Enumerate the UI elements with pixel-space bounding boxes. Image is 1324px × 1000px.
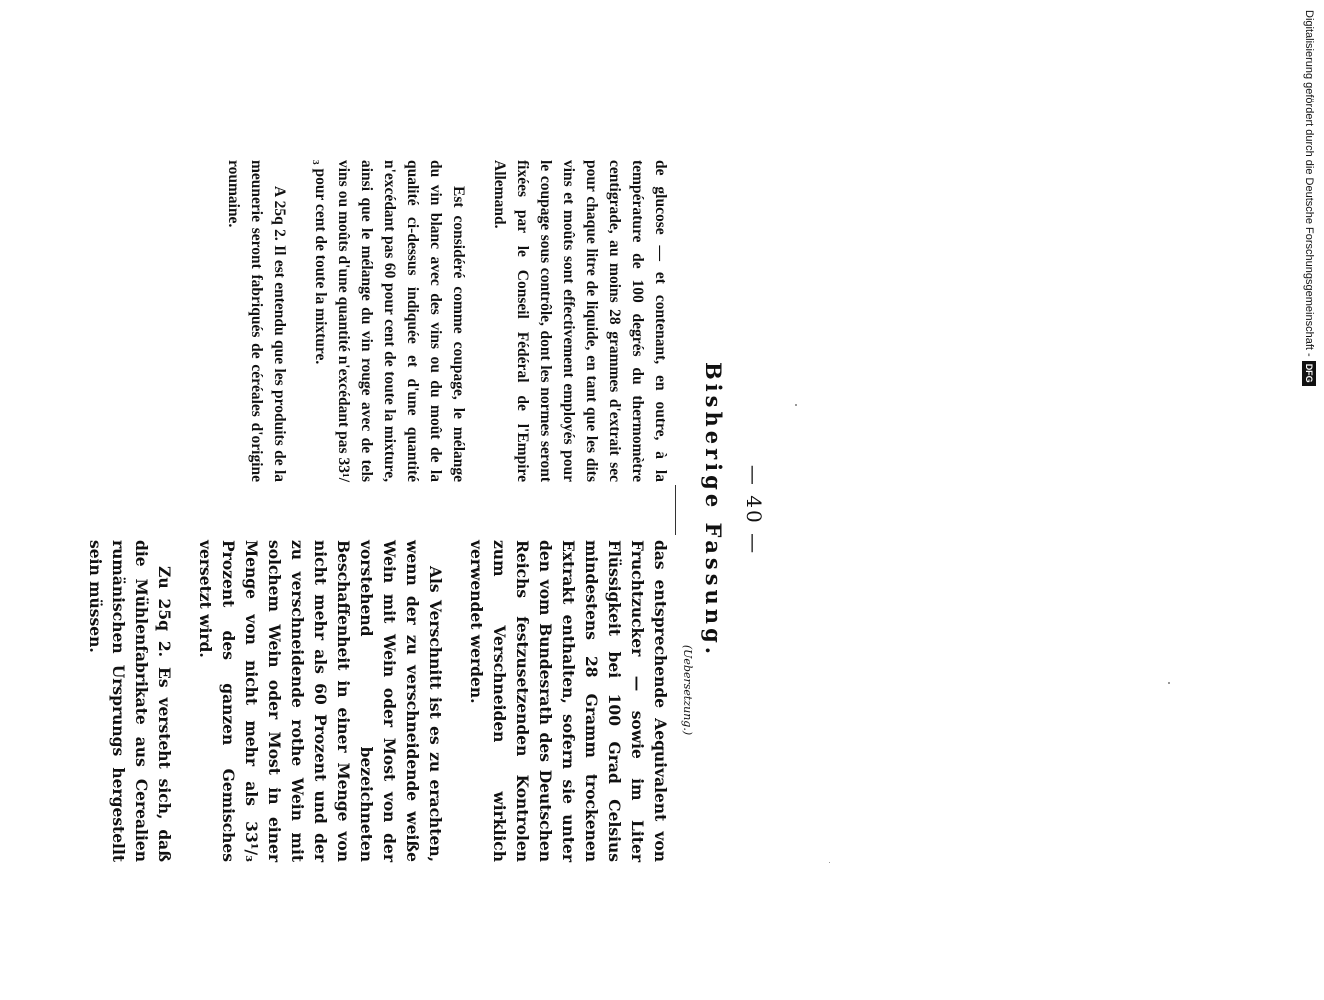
german-final-text: Es versteht sich, daß die Mühlenfabrikate aus Cerealien rumänischen Ursprungs hergestellt sein müssen. xyxy=(86,540,174,862)
french-article-ref: A 25q 2. xyxy=(271,186,288,241)
translation-note: (Uebersetzung.) xyxy=(681,644,694,736)
rotated-page-content xyxy=(86,160,770,862)
page-number: — 40 — xyxy=(742,464,766,556)
scan-speck xyxy=(795,404,797,406)
german-final-paragraph xyxy=(84,540,176,862)
german-column xyxy=(66,540,672,862)
german-paragraph: das entsprechende Aequivalent von Fruchtzucker — sowie im Liter Flüssigkeit bei 100 Grad Celsius mindestens 28 Gramm trockenen Extrakt enthalten, sofern sie unter den vom Bundesrath des Deutschen Reichs festzusetzenden Kontrolen zum Verschneiden wirklich verwendet werden. xyxy=(467,540,670,862)
french-column xyxy=(204,160,672,482)
german-paragraph: Als Verschnitt ist es zu erachten, wenn der zu verschneidende weiße Wein mit Wein oder Most von der vorstehend bezeichneten Beschaffenheit in einer Menge von nicht mehr als 60 Prozent und der zu verschneidende rothe Wein mit solchem Wein oder Most in einer Menge von nicht mehr als 33¹/₃ Prozent des ganzen Gemisches versetzt wird. xyxy=(196,540,445,862)
german-article-ref: Zu 25q 2. xyxy=(155,566,174,658)
french-paragraph: Est considéré comme coupage, le mélange du vin blanc avec des vins ou du moût de la qualité ci-dessus indiquée et d'une quantité n'excédant pas 60 pour cent de toute la mixture, ainsi que le mélange du vin rouge avec de tels vins ou moûts d'une quantité n'excédant pas 33¹/₃ pour cent de toute la mixture. xyxy=(312,160,467,482)
page-heading: Bisherige Fassung. xyxy=(701,361,726,659)
heading-rule xyxy=(675,485,676,535)
french-final-text: Il est entendu que les produits de la meunerie seront fabriqués de céréales d'origine roumaine. xyxy=(225,160,288,482)
digitization-credit xyxy=(1300,10,1318,390)
credit-text: Digitalisierung gefördert durch die Deutsche Forschungsgemeinschaft - xyxy=(1303,10,1315,357)
scan-speck xyxy=(829,862,830,863)
french-final-paragraph xyxy=(222,160,291,482)
scan-speck xyxy=(1168,682,1170,684)
dfg-logo: DFG xyxy=(1302,361,1316,386)
french-paragraph: de glucose — et contenant, en outre, à la température de 100 degrés du thermomètre centigrade, au moins 28 grammes d'extrait sec pour chaque litre de liquide, en tant que les dits vins et moûts sont effectivement employés pour le coupage sous contrôle, dont les normes seront fixées par le Conseil Fédéral de l'Empire Allemand. xyxy=(491,160,669,482)
